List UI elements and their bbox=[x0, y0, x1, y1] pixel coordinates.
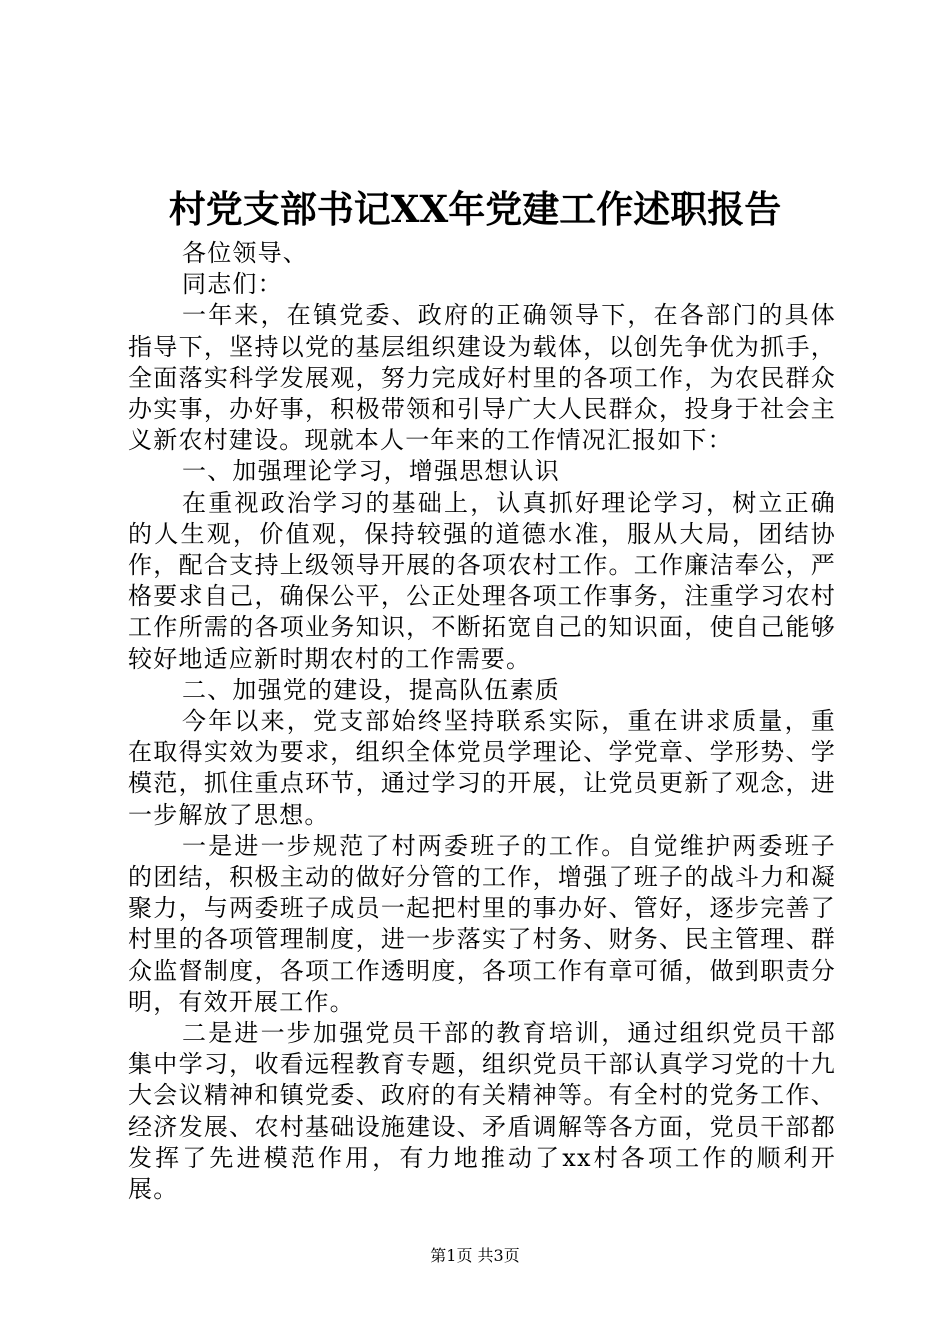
page-footer: 第1页 共3页 bbox=[430, 1246, 520, 1265]
section-heading-2: 二、加强党的建设，提高队伍素质 bbox=[182, 675, 560, 704]
document-body bbox=[128, 238, 836, 1205]
paragraph-theory-study: 在重视政治学习的基础上，认真抓好理论学习，树立正确的人生观，价值观，保持较强的道德水准，服从大局，团结协作，配合支持上级领导开展的各项农村工作。工作廉洁奉公，严格要求自己，确保公平，公正处理各项工作事务，注重学习农村工作所需的各项业务知识，不断拓宽自己的知识面，使自己能够较好地适应新时期农村的工作需要。 bbox=[128, 488, 836, 673]
paragraph-point-one: 一是进一步规范了村两委班子的工作。自觉维护两委班子的团结，积极主动的做好分管的工作，增强了班子的战斗力和凝聚力，与两委班子成员一起把村里的事办好、管好，逐步完善了村里的各项管理制度，进一步落实了村务、财务、民主管理、群众监督制度，各项工作透明度，各项工作有章可循，做到职责分明，有效开展工作。 bbox=[128, 831, 836, 1016]
salutation-leaders: 各位领导、 bbox=[182, 239, 308, 267]
paragraph-party-building: 今年以来，党支部始终坚持联系实际，重在讲求质量，重在取得实效为要求，组织全体党员学理论、学党章、学形势、学模范，抓住重点环节，通过学习的开展，让党员更新了观念，进一步解放了思想。 bbox=[128, 707, 836, 829]
paragraph-intro: 一年来，在镇党委、政府的正确领导下，在各部门的具体指导下，坚持以党的基层组织建设为载体，以创先争优为抓手，全面落实科学发展观，努力完成好村里的各项工作，为农民群众办实事，办好事，积极带领和引导广大人民群众，投身于社会主义新农村建设。现就本人一年来的工作情况汇报如下： bbox=[128, 301, 836, 455]
paragraph-point-two: 二是进一步加强党员干部的教育培训，通过组织党员干部集中学习，收看远程教育专题，组织党员干部认真学习党的十九大会议精神和镇党委、政府的有关精神等。有全村的党务工作、经济发展、农村基础设施建设、矛盾调解等各方面，党员干部都发挥了先进模范作用，有力地推动了xx村各项工作的顺利开展。 bbox=[128, 1019, 836, 1204]
section-heading-1: 一、加强理论学习，增强思想认识 bbox=[182, 457, 560, 486]
document-title: 村党支部书记XX年党建工作述职报告 bbox=[168, 187, 782, 231]
salutation-comrades: 同志们： bbox=[182, 270, 283, 299]
